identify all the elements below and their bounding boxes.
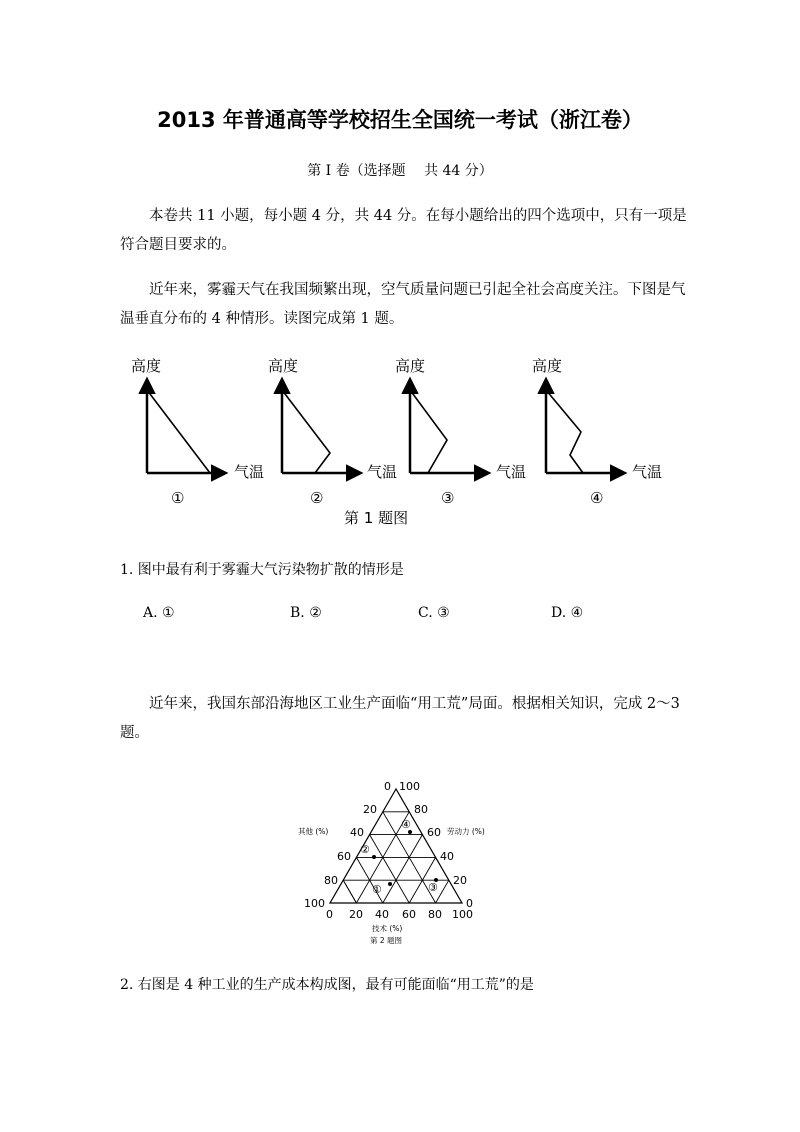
x-axis-label: 气温 — [496, 463, 527, 481]
option-c[interactable]: C. ③ — [418, 605, 450, 621]
y-axis-label: 高度 — [268, 357, 299, 375]
option-a[interactable]: A. ① — [143, 605, 175, 621]
x-axis-label: 气温 — [367, 463, 398, 481]
section-subtitle: 第 I 卷（选择题 共 44 分） — [307, 163, 493, 179]
y-axis-label: 高度 — [395, 357, 426, 375]
y-axis-label: 高度 — [532, 357, 563, 375]
x-axis-label: 气温 — [632, 463, 663, 481]
passage-paragraph-1: 近年来，雾霾天气在我国频繁出现，空气质量问题已引起全社会高度关注。下图是气温垂直分布的 4 种情形。读图完成第 1 题。 — [120, 282, 686, 327]
right-tick: 40 — [440, 850, 454, 863]
right-tick: 20 — [453, 874, 467, 887]
left-axis-label: 其他 (%) — [298, 827, 329, 836]
data-point-2 — [372, 855, 376, 859]
question-1-stem: 1. 图中最有利于雾霾大气污染物扩散的情形是 — [120, 562, 404, 578]
figure-1-caption: 第 1 题图 — [344, 509, 409, 527]
right-axis-label: 劳动力 (%) — [447, 827, 485, 836]
top-tick-0: 0 — [384, 780, 391, 793]
point-label-3: ③ — [428, 881, 438, 894]
panel-label-1: ① — [171, 489, 185, 507]
right-tick: 80 — [414, 803, 428, 816]
option-d[interactable]: D. ④ — [551, 605, 584, 621]
left-tick: 40 — [350, 826, 364, 839]
point-label-4: ④ — [401, 818, 411, 831]
left-tick: 60 — [337, 850, 351, 863]
panel-label-3: ③ — [441, 489, 455, 507]
option-b[interactable]: B. ② — [290, 605, 322, 621]
page-title: 2013 年普通高等学校招生全国统一考试（浙江卷） — [157, 108, 643, 132]
panel-label-2: ② — [310, 489, 324, 507]
bottom-tick: 60 — [402, 908, 416, 921]
y-axis-label: 高度 — [131, 357, 162, 375]
data-point-1 — [388, 882, 392, 886]
bottom-tick: 80 — [428, 908, 442, 921]
bottom-tick: 20 — [349, 908, 363, 921]
panel-label-4: ④ — [590, 489, 604, 507]
bottom-tick: 40 — [375, 908, 389, 921]
point-label-1: ① — [372, 883, 382, 896]
bottom-tick: 0 — [326, 908, 333, 921]
figure-2-caption: 第 2 题图 — [370, 936, 403, 945]
top-tick-100: 100 — [399, 780, 420, 793]
point-label-2: ② — [360, 843, 370, 856]
left-tick: 100 — [304, 897, 325, 910]
bottom-axis-label: 技术 (%) — [372, 924, 403, 933]
right-tick: 60 — [427, 826, 441, 839]
left-tick: 80 — [324, 874, 338, 887]
right-tick: 0 — [466, 897, 473, 910]
passage-paragraph-2: 近年来，我国东部沿海地区工业生产面临“用工荒”局面。根据相关知识，完成 2～3 题。 — [120, 696, 680, 741]
question-2-stem: 2. 右图是 4 种工业的生产成本构成图，最有可能面临“用工荒”的是 — [120, 977, 534, 993]
instructions-paragraph: 本卷共 11 小题，每小题 4 分，共 44 分。在每小题给出的四个选项中，只有一项是符合题目要求的。 — [120, 208, 687, 253]
x-axis-label: 气温 — [234, 463, 265, 481]
bottom-tick: 100 — [452, 908, 473, 921]
left-tick: 20 — [363, 803, 377, 816]
